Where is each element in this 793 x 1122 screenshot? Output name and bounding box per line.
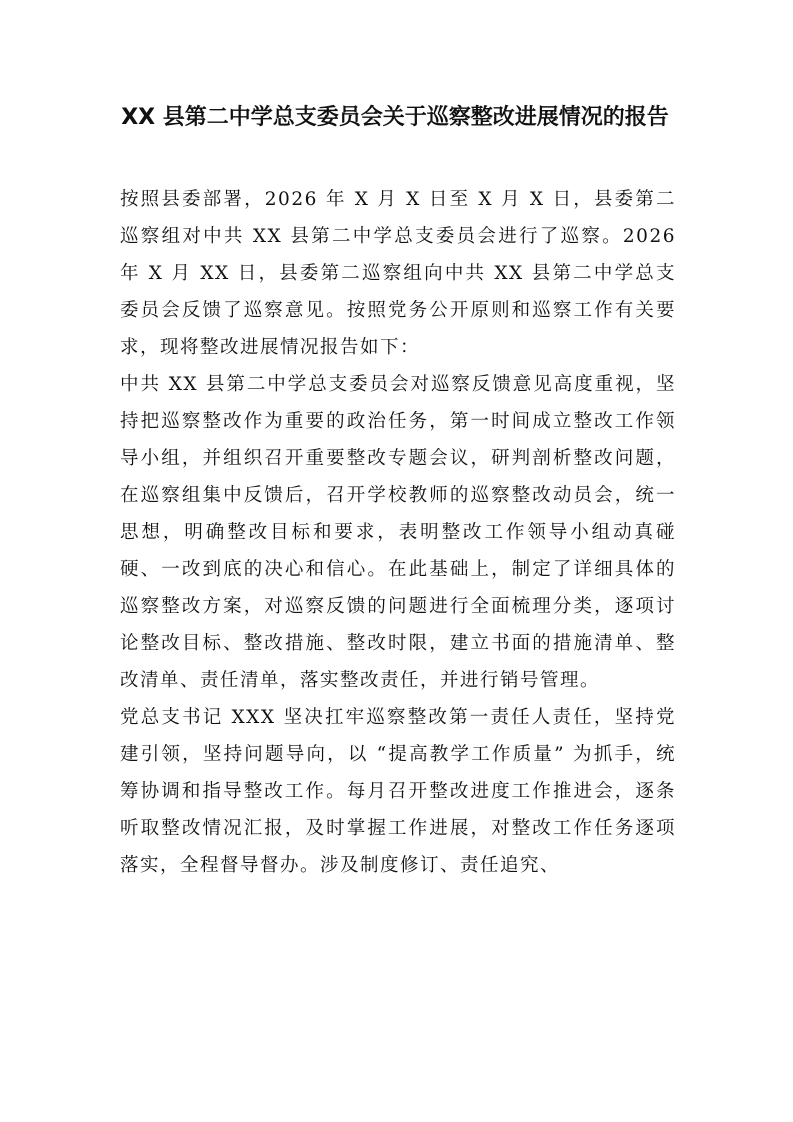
- paragraph-rectification-work: 中共 XX 县第二中学总支委员会对巡察反馈意见高度重视，坚持把巡察整改作为重要的政治任务，第一时间成立整改工作领导小组，并组织召开重要整改专题会议，研判剖析整改问题，在巡察组集中反馈后，召开学校教师的巡察整改动员会，统一思想，明确整改目标和要求，表明整改工作领导小组动真碰硬、一改到底的决心和信心。在此基础上，制定了详细具体的巡察整改方案，对巡察反馈的问题进行全面梳理分类，逐项讨论整改目标、整改措施、整改时限，建立书面的措施清单、整改清单、责任清单，落实整改责任，并进行销号管理。: [120, 374, 676, 691]
- document-body: [120, 181, 676, 884]
- document-title: XX 县第二中学总支委员会关于巡察整改进展情况的报告: [121, 105, 669, 130]
- paragraph-party-secretary: 党总支书记 XXX 坚决扛牢巡察整改第一责任人责任，坚持党建引领，坚持问题导向，以 “提高教学工作质量” 为抓手，统筹协调和指导整改工作。每月召开整改进度工作推进会，逐条听取整改情况汇报，及时掌握工作进展，对整改工作任务逐项落实，全程督导督办。涉及制度修订、责任追究、: [120, 707, 676, 876]
- paragraph-intro: 按照县委部署，2026 年 X 月 X 日至 X 月 X 日，县委第二巡察组对中共 XX 县第二中学总支委员会进行了巡察。2026 年 X 月 XX 日，县委第二巡察组向中共 XX 县第二中学总支委员会反馈了巡察意见。按照党务公开原则和巡察工作有关要求，现将整改进展情况报告如下：: [120, 189, 676, 358]
